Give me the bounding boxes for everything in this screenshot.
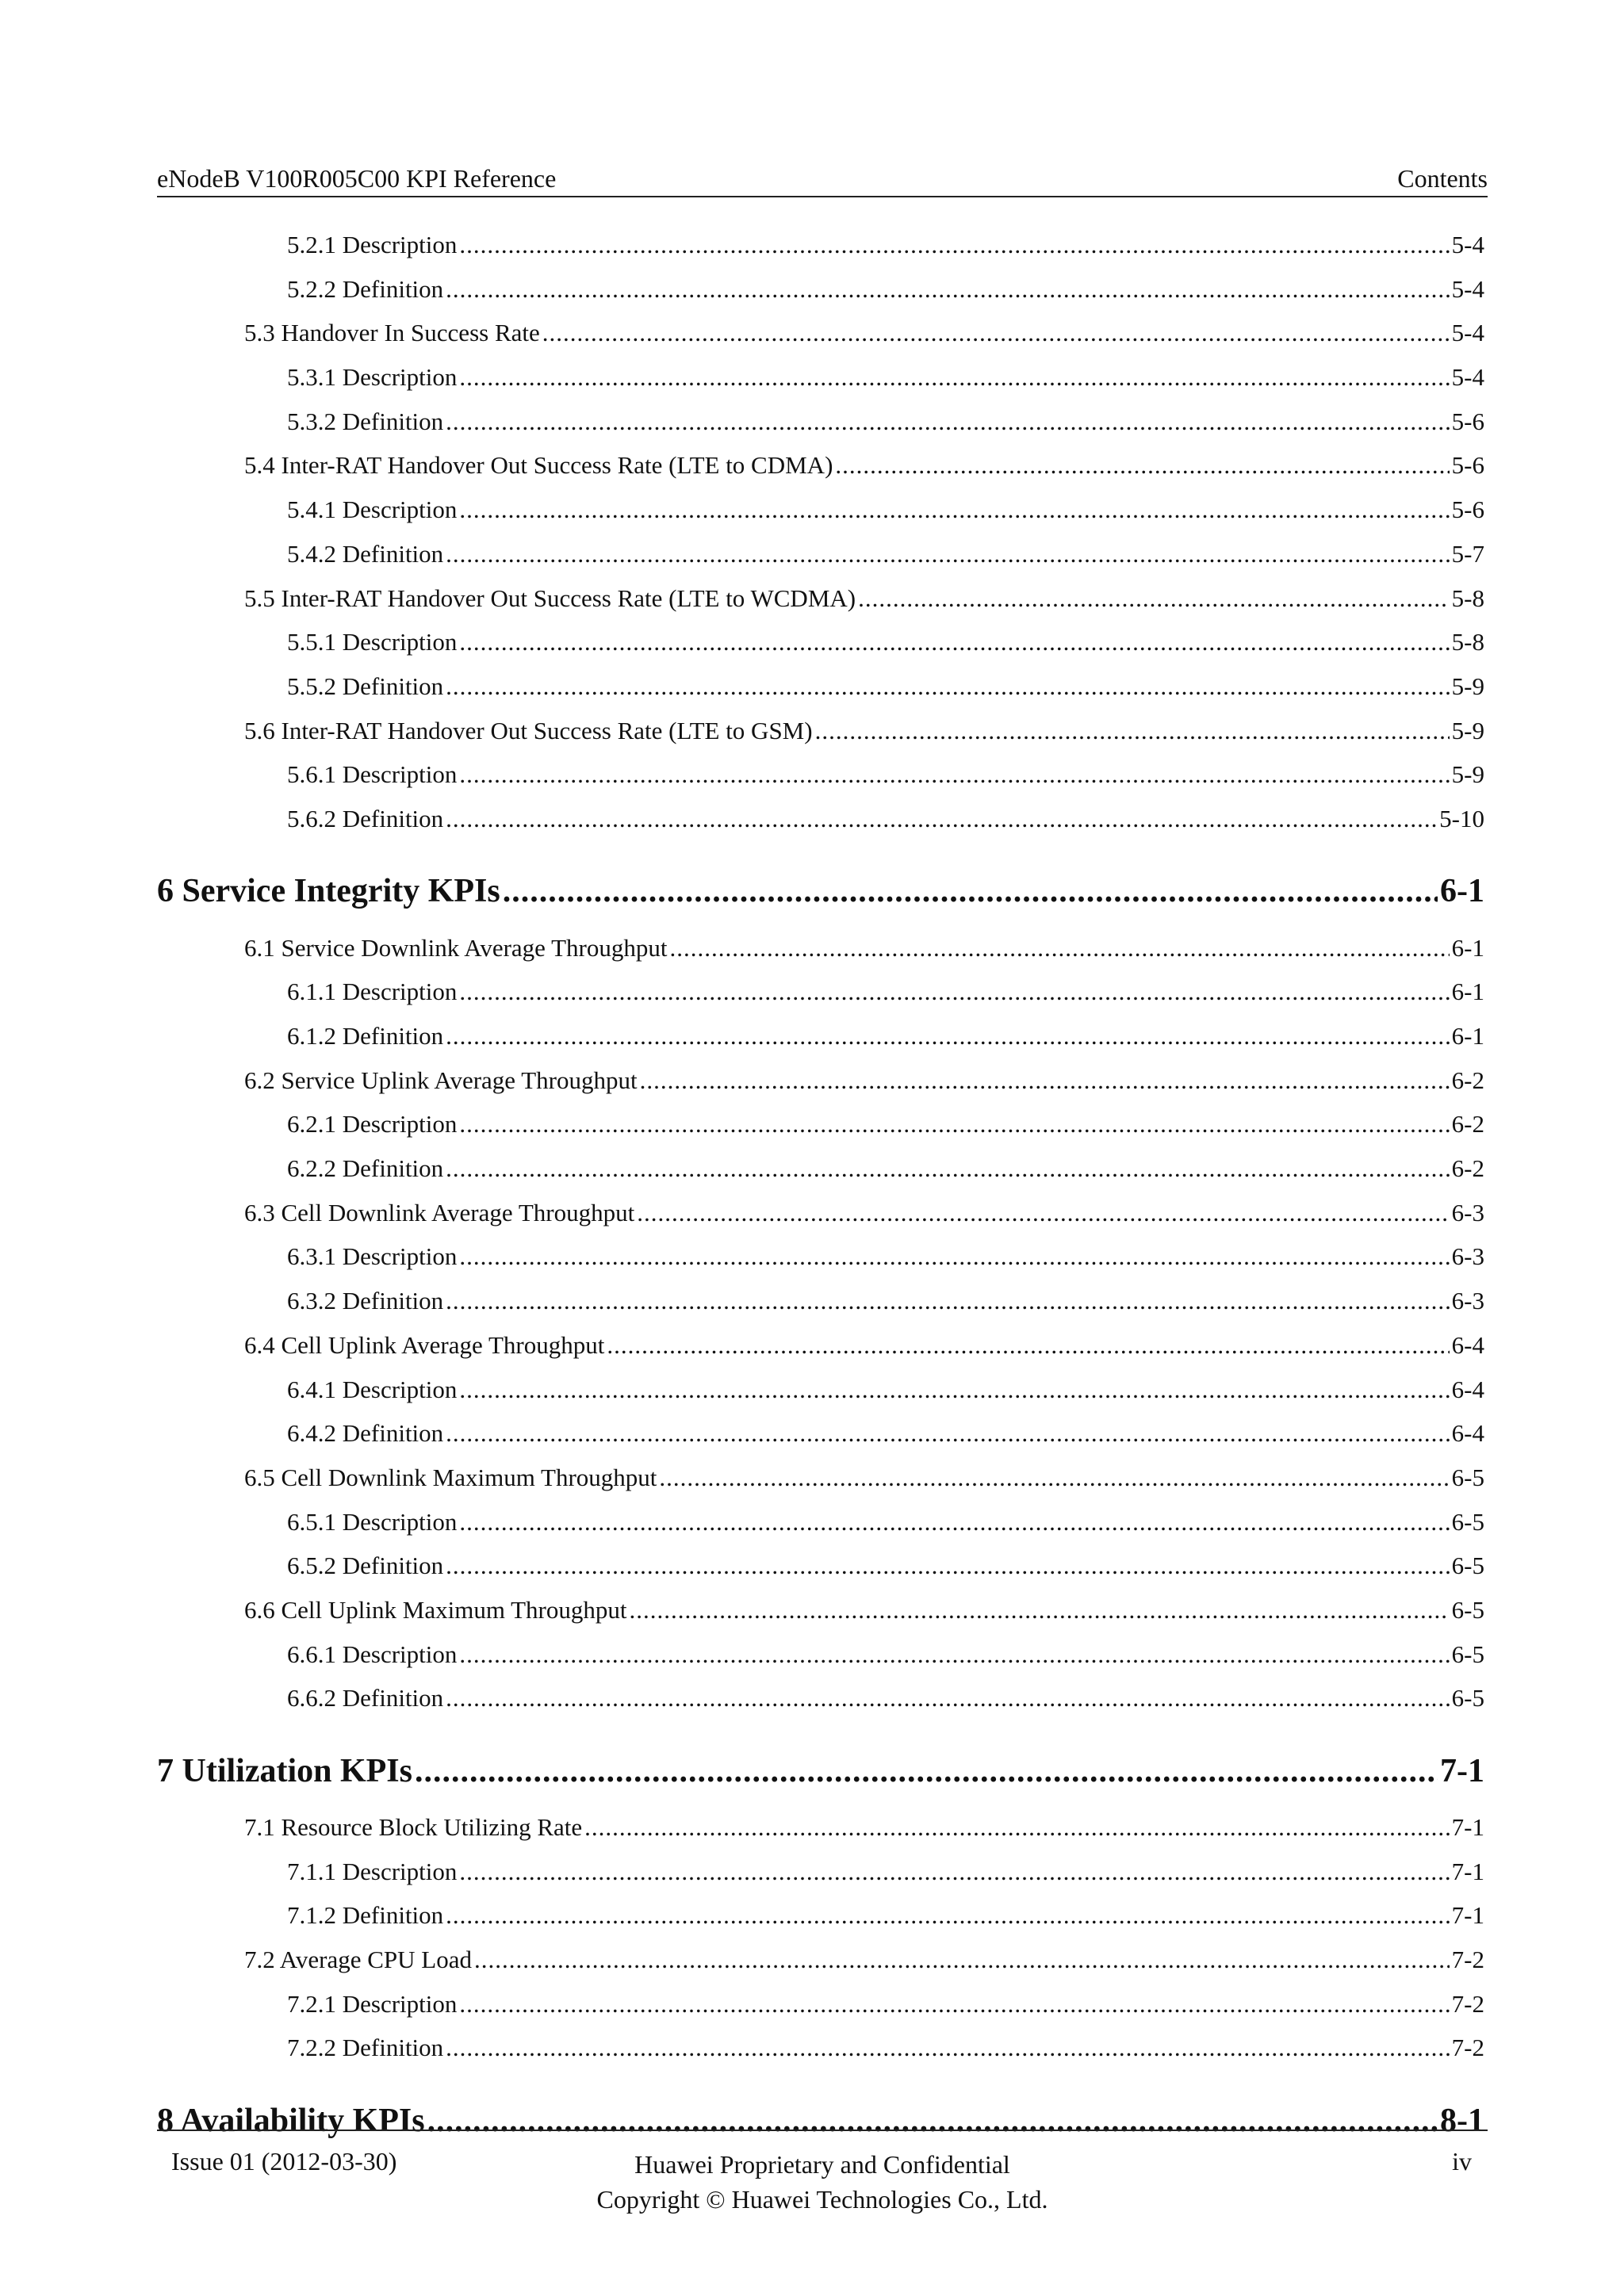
toc-chapter-entry[interactable] [157,849,1484,934]
toc-entry[interactable] [157,1419,1484,1464]
toc-entry-title: 6.1 Service Downlink Average Throughput [244,933,668,962]
toc-page-number: 6-1 [1440,873,1484,910]
toc-leader-dots [446,1022,1450,1050]
copyright-notice: Copyright © Huawei Technologies Co., Ltd. [596,2185,1048,2214]
toc-entry[interactable] [157,1242,1484,1287]
toc-entry[interactable] [157,408,1484,452]
copyright-block [157,2147,1488,2217]
toc-entry[interactable] [157,1813,1484,1858]
toc-entry[interactable] [157,1684,1484,1728]
toc-entry[interactable] [157,540,1484,584]
toc-page-number: 5-7 [1451,539,1484,568]
toc-entry[interactable] [157,1464,1484,1508]
toc-leader-dots [446,1901,1450,1930]
toc-entry-title: 6.5.2 Definition [287,1552,444,1580]
toc-page-number: 7-2 [1451,1989,1484,2018]
toc-page-number: 5-8 [1451,584,1484,612]
toc-entry-title: 6.1.2 Definition [287,1022,444,1050]
toc-entry-title: 5.5 Inter-RAT Handover Out Success Rate (LTE to WCDMA) [244,584,856,612]
toc-entry-title: 6.2.2 Definition [287,1154,444,1183]
toc-leader-dots [459,1376,1449,1404]
toc-leader-dots [630,1596,1450,1624]
toc-entry-title: 6.3.2 Definition [287,1287,444,1315]
toc-entry[interactable] [157,1508,1484,1552]
toc-page-number: 8-1 [1440,2102,1484,2139]
toc-entry[interactable] [157,1596,1484,1640]
toc-page-number: 6-5 [1451,1507,1484,1536]
toc-entry[interactable] [157,319,1484,363]
toc-entry-title: 7.1.1 Description [287,1857,458,1885]
toc-leader-dots [459,760,1449,789]
toc-leader-dots [815,717,1450,745]
toc-entry[interactable] [157,1552,1484,1596]
toc-entry-title: 6.6.2 Definition [287,1684,444,1712]
document-title: eNodeB V100R005C00 KPI Reference [157,164,557,193]
toc-entry-title: 6.5 Cell Downlink Maximum Throughput [244,1463,657,1491]
toc-entry[interactable] [157,1154,1484,1199]
toc-page-number: 6-3 [1451,1198,1484,1226]
toc-entry-title: 6.1.1 Description [287,978,458,1006]
toc-entry-title: 7 Utilization KPIs [157,1752,412,1789]
toc-page-number: 6-5 [1451,1552,1484,1580]
toc-entry-title: 7.2.1 Description [287,1989,458,2018]
toc-page-number: 7-1 [1451,1901,1484,1930]
toc-page-number: 5-10 [1439,804,1484,832]
toc-entry-title: 6.2 Service Uplink Average Throughput [244,1066,638,1094]
table-of-contents [157,231,1484,2163]
toc-entry-title: 7.1 Resource Block Utilizing Rate [244,1813,583,1841]
toc-leader-dots [459,978,1449,1006]
toc-leader-dots [503,872,1438,910]
toc-leader-dots [459,1508,1449,1536]
toc-entry-title: 7.2 Average CPU Load [244,1946,472,1974]
toc-page-number: 6-1 [1451,978,1484,1006]
toc-leader-dots [640,1066,1450,1095]
toc-leader-dots [446,1287,1450,1315]
toc-entry[interactable] [157,275,1484,320]
toc-leader-dots [670,934,1450,962]
toc-leader-dots [459,1242,1449,1271]
toc-entry-title: 5.3 Handover In Success Rate [244,319,540,347]
toc-page-number: 5-4 [1451,363,1484,392]
toc-page-number: 5-4 [1451,274,1484,303]
toc-entry[interactable] [157,1990,1484,2034]
toc-leader-dots [446,408,1450,436]
toc-page-number: 6-5 [1451,1595,1484,1624]
toc-leader-dots [637,1199,1449,1227]
page-number: iv [1452,2147,1472,2175]
toc-page-number: 6-2 [1451,1110,1484,1138]
toc-entry-title: 5.6.1 Description [287,760,458,789]
toc-leader-dots [415,1752,1438,1790]
toc-entry-title: 5.2.2 Definition [287,274,444,303]
toc-leader-dots [542,319,1450,347]
toc-page-number: 7-1 [1451,1813,1484,1841]
toc-entry-title: 8 Availability KPIs [157,2102,425,2139]
toc-entry-title: 7.1.2 Definition [287,1901,444,1930]
toc-entry[interactable] [157,1022,1484,1066]
toc-page-number: 7-1 [1451,1857,1484,1885]
toc-entry-title: 5.6.2 Definition [287,804,444,832]
toc-chapter-entry[interactable] [157,1728,1484,1813]
toc-entry[interactable] [157,760,1484,805]
toc-page-number: 6-1 [1451,1022,1484,1050]
toc-entry-title: 6.4.2 Definition [287,1419,444,1448]
toc-entry-title: 5.2.1 Description [287,231,458,258]
toc-entry[interactable] [157,363,1484,408]
toc-page-number: 6-2 [1451,1066,1484,1094]
toc-leader-dots [607,1331,1449,1360]
toc-entry[interactable] [157,1640,1484,1685]
toc-leader-dots [459,1858,1449,1886]
toc-page-number: 5-4 [1451,231,1484,258]
toc-page-number: 5-6 [1451,496,1484,524]
toc-leader-dots [446,275,1450,304]
toc-entry-title: 6.5.1 Description [287,1507,458,1536]
issue-date: Issue 01 (2012-03-30) [171,2147,397,2175]
proprietary-notice: Huawei Proprietary and Confidential [634,2150,1010,2179]
toc-page-number: 5-9 [1451,672,1484,700]
toc-page-number: 6-4 [1451,1375,1484,1403]
toc-entry[interactable] [157,1287,1484,1331]
toc-entry-title: 7.2.2 Definition [287,2034,444,2062]
toc-leader-dots [446,1419,1450,1448]
toc-entry-title: 6.3 Cell Downlink Average Throughput [244,1198,635,1226]
toc-entry[interactable] [157,717,1484,761]
toc-entry[interactable] [157,1199,1484,1243]
toc-entry-title: 5.6 Inter-RAT Handover Out Success Rate (LTE to GSM) [244,716,813,744]
toc-leader-dots [446,1154,1450,1183]
toc-leader-dots [474,1946,1450,1974]
toc-leader-dots [858,584,1450,613]
toc-leader-dots [459,628,1449,656]
toc-entry-title: 6.4 Cell Uplink Average Throughput [244,1330,605,1359]
toc-entry-title: 5.3.2 Definition [287,407,444,435]
toc-leader-dots [835,451,1449,480]
toc-page-number: 6-4 [1451,1419,1484,1448]
toc-entry[interactable] [157,1331,1484,1376]
toc-entry-title: 6 Service Integrity KPIs [157,873,500,910]
toc-entry-title: 5.5.1 Description [287,628,458,656]
toc-entry-title: 5.4 Inter-RAT Handover Out Success Rate (LTE to CDMA) [244,451,833,480]
toc-page-number: 6-1 [1451,933,1484,962]
toc-page-number: 6-5 [1451,1684,1484,1712]
toc-entry-title: 6.2.1 Description [287,1110,458,1138]
toc-leader-dots [459,1110,1449,1138]
toc-entry[interactable] [157,1376,1484,1420]
toc-page-number: 5-6 [1451,407,1484,435]
toc-entry-title: 6.6 Cell Uplink Maximum Throughput [244,1595,627,1624]
toc-entry[interactable] [157,1110,1484,1154]
toc-page-number: 5-9 [1451,716,1484,744]
toc-entry[interactable] [157,934,1484,978]
toc-page-number: 5-9 [1451,760,1484,789]
toc-entry[interactable] [157,231,1484,275]
toc-page-number: 7-1 [1440,1752,1484,1789]
toc-page-number: 5-4 [1451,319,1484,347]
toc-entry[interactable] [157,628,1484,672]
toc-entry[interactable] [157,584,1484,629]
toc-page-number: 5-6 [1451,451,1484,480]
toc-page-number: 6-2 [1451,1154,1484,1183]
toc-leader-dots [459,496,1449,524]
page-footer [157,2130,1488,2226]
toc-entry[interactable] [157,1858,1484,1902]
toc-page-number: 7-2 [1451,2034,1484,2062]
toc-page-number: 6-3 [1451,1287,1484,1315]
toc-leader-dots [459,1640,1449,1669]
toc-leader-dots [446,2034,1450,2062]
section-label: Contents [1397,164,1488,193]
toc-entry[interactable] [157,2034,1484,2078]
toc-entry[interactable] [157,1946,1484,1990]
toc-page-number: 6-4 [1451,1330,1484,1359]
page-header [157,161,1488,197]
toc-entry-title: 5.5.2 Definition [287,672,444,700]
toc-page-number: 6-3 [1451,1242,1484,1271]
toc-leader-dots [459,231,1449,259]
toc-entry[interactable] [157,496,1484,540]
toc-entry[interactable] [157,1901,1484,1946]
toc-entry[interactable] [157,978,1484,1022]
toc-leader-dots [659,1464,1449,1492]
toc-leader-dots [446,540,1450,568]
toc-entry-title: 5.4.2 Definition [287,539,444,568]
toc-entry-title: 5.3.1 Description [287,363,458,392]
toc-entry-title: 6.4.1 Description [287,1375,458,1403]
toc-leader-dots [446,1684,1450,1712]
toc-leader-dots [446,672,1450,701]
toc-entry[interactable] [157,672,1484,717]
toc-entry-title: 6.6.1 Description [287,1640,458,1668]
toc-entry[interactable] [157,451,1484,496]
toc-entry-title: 6.3.1 Description [287,1242,458,1271]
toc-leader-dots [459,1990,1449,2019]
toc-leader-dots [459,363,1449,392]
toc-leader-dots [446,805,1437,833]
toc-leader-dots [584,1813,1450,1842]
toc-page-number: 7-2 [1451,1946,1484,1974]
toc-leader-dots [446,1552,1450,1580]
toc-page-number: 6-5 [1451,1640,1484,1668]
toc-page-number: 6-5 [1451,1463,1484,1491]
toc-entry[interactable] [157,1066,1484,1111]
toc-page-number: 5-8 [1451,628,1484,656]
toc-entry-title: 5.4.1 Description [287,496,458,524]
toc-entry[interactable] [157,805,1484,849]
